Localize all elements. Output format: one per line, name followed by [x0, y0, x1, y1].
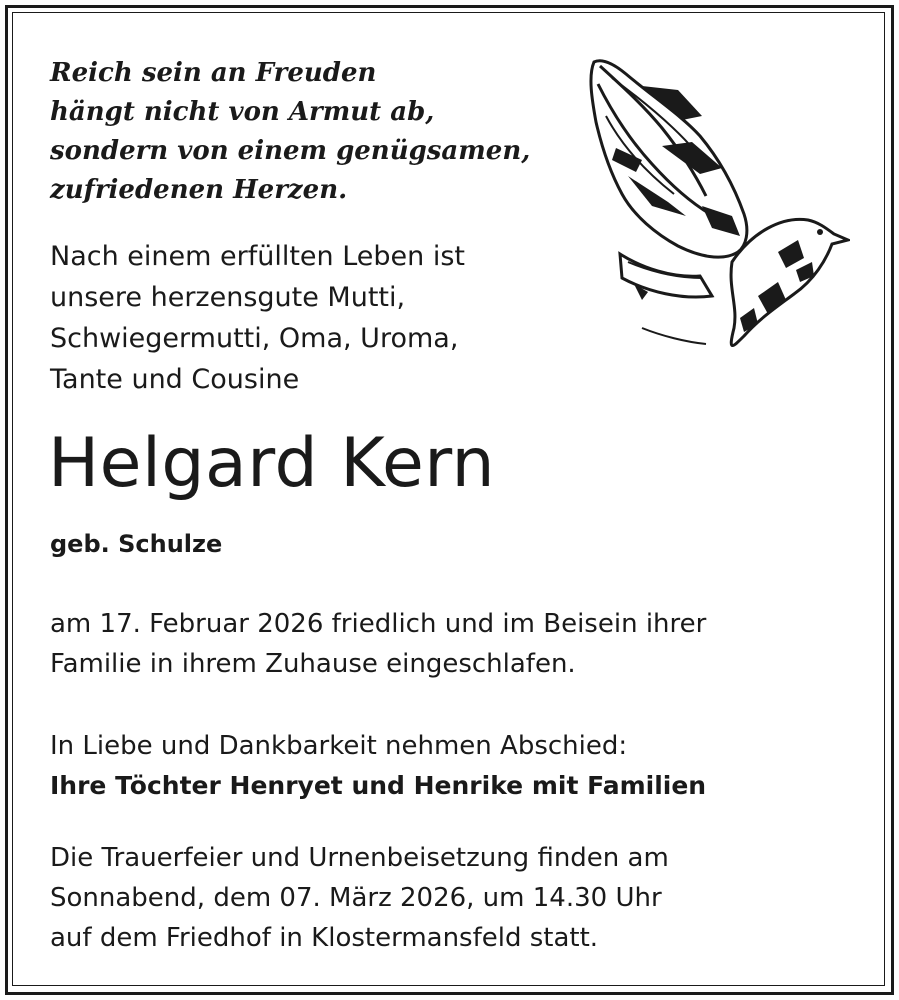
- service-line: auf dem Friedhof in Klostermansfeld statt.: [50, 923, 599, 953]
- intro-line: Schwiegermutti, Oma, Uroma,: [50, 323, 459, 354]
- service-details: [50, 838, 669, 958]
- deceased-name: Helgard Kern: [48, 424, 496, 503]
- farewell-intro: In Liebe und Dankbarkeit nehmen Abschied:: [50, 731, 628, 761]
- motto-line: Reich sein an Freuden: [50, 58, 377, 88]
- motto-line: zufriedenen Herzen.: [50, 175, 348, 205]
- intro-line: Tante und Cousine: [50, 364, 300, 395]
- farewell-section: [50, 726, 706, 806]
- service-line: Die Trauerfeier und Urnenbeisetzung finden am: [50, 843, 669, 873]
- praying-hands-with-dove-icon: [582, 56, 850, 356]
- death-notice-line: am 17. Februar 2026 friedlich und im Beisein ihrer: [50, 609, 707, 639]
- intro-line: Nach einem erfüllten Leben ist: [50, 241, 466, 272]
- birth-name: geb. Schulze: [50, 530, 223, 558]
- death-notice-line: Familie in ihrem Zuhause eingeschlafen.: [50, 649, 576, 679]
- service-line: Sonnabend, dem 07. März 2026, um 14.30 Uhr: [50, 883, 662, 913]
- motto-line: sondern von einem genügsamen,: [50, 136, 531, 166]
- mourners-line: Ihre Töchter Henryet und Henrike mit Familien: [50, 771, 707, 800]
- intro-line: unsere herzensgute Mutti,: [50, 282, 406, 313]
- death-notice: [50, 604, 706, 684]
- intro-text: [50, 236, 570, 400]
- motto-quote: [50, 54, 590, 210]
- motto-line: hängt nicht von Armut ab,: [50, 97, 435, 127]
